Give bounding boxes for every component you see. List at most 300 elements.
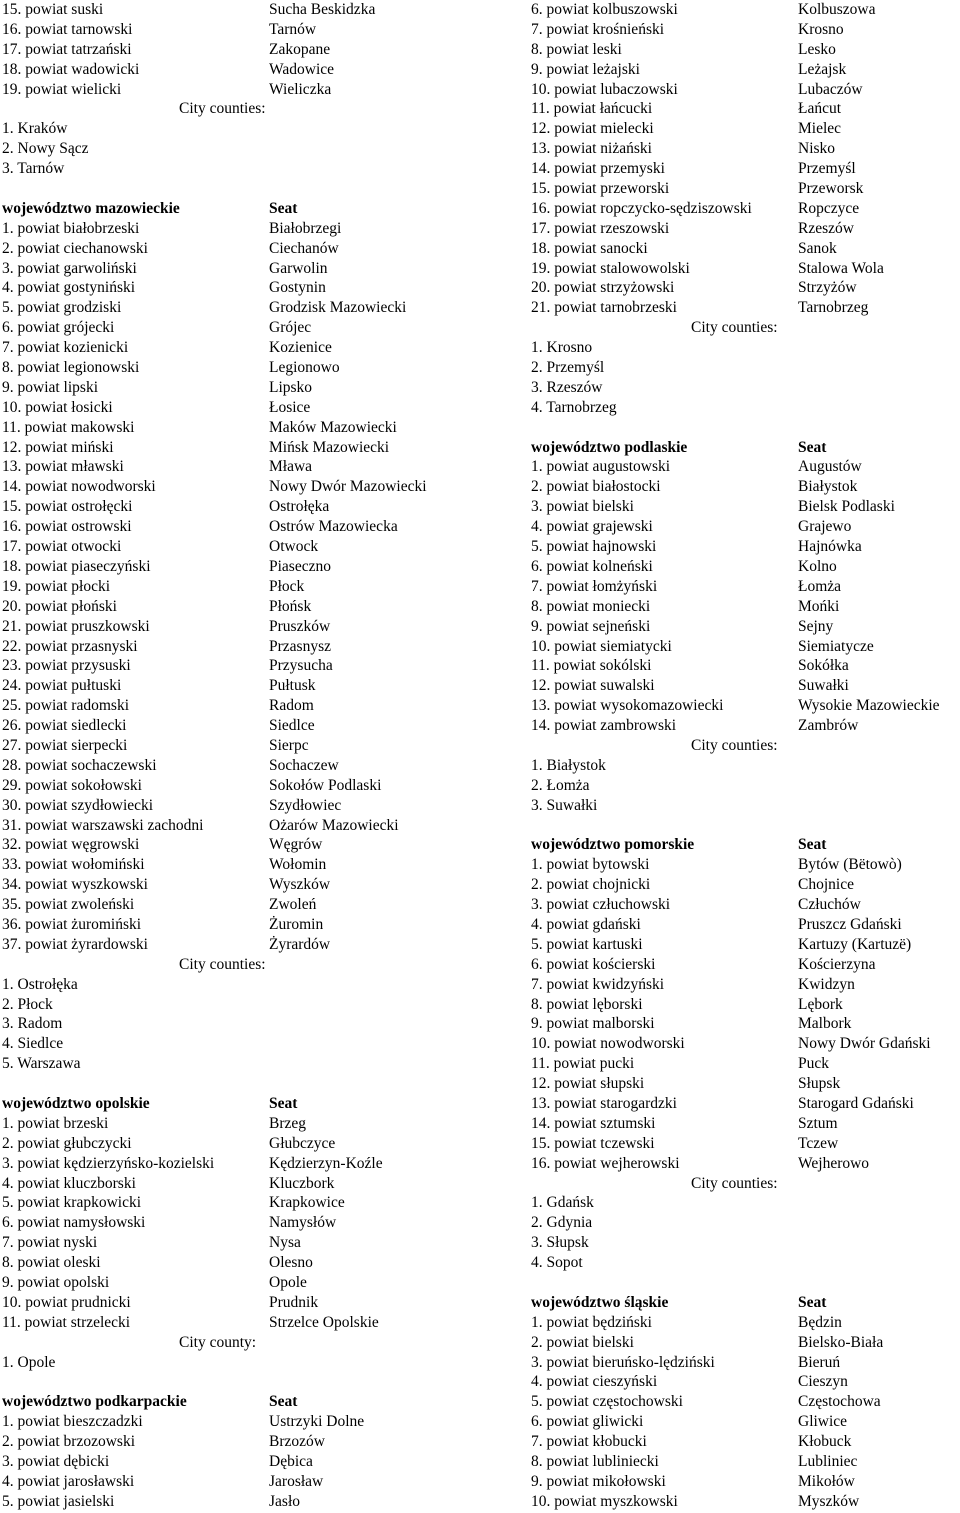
county-name: 23. powiat przysuski xyxy=(2,657,131,675)
county-seat: Stalowa Wola xyxy=(798,259,884,277)
county-row xyxy=(531,656,960,676)
county-seat: Kozienice xyxy=(269,339,332,357)
county-row xyxy=(531,1372,960,1392)
county-name: 19. powiat stalowowolski xyxy=(531,259,690,277)
county-row xyxy=(531,955,960,975)
county-name: 1. powiat białobrzeski xyxy=(2,219,140,237)
county-row xyxy=(2,119,472,139)
county-row xyxy=(531,1213,960,1233)
county-seat: Ożarów Mazowiecki xyxy=(269,816,399,834)
county-row xyxy=(2,1313,472,1333)
county-seat: Płońsk xyxy=(269,597,312,615)
county-seat: Sucha Beskidzka xyxy=(269,1,376,18)
county-row xyxy=(2,716,472,736)
county-name: 5. Warszawa xyxy=(2,1055,81,1073)
county-row xyxy=(531,278,960,298)
county-row xyxy=(2,1213,472,1233)
county-seat: Kolbuszowa xyxy=(798,1,876,18)
county-row xyxy=(2,1034,472,1054)
county-name: 37. powiat żyrardowski xyxy=(2,935,148,953)
voivodeship-header-row xyxy=(2,1392,472,1412)
county-name: 3. powiat bielski xyxy=(531,498,634,516)
county-row xyxy=(2,1174,472,1194)
county-row xyxy=(2,875,472,895)
county-row xyxy=(531,935,960,955)
county-name: 26. powiat siedlecki xyxy=(2,717,127,735)
county-name: 2. Gdynia xyxy=(531,1214,593,1232)
county-name: 16. powiat ostrowski xyxy=(2,518,132,536)
county-row xyxy=(2,1014,472,1034)
county-name: 3. powiat człuchowski xyxy=(531,896,671,914)
county-name: 2. powiat brzozowski xyxy=(2,1433,136,1451)
county-seat: Sejny xyxy=(798,617,834,635)
county-row xyxy=(2,1432,472,1452)
county-name: 2. powiat ciechanowski xyxy=(2,239,148,257)
county-seat: Żyrardów xyxy=(269,935,331,953)
county-row xyxy=(531,80,960,100)
county-name: 2. powiat chojnicki xyxy=(531,876,651,894)
county-seat: Malbork xyxy=(798,1015,852,1033)
county-name: 5. powiat hajnowski xyxy=(531,538,657,556)
seat-column-header: Seat xyxy=(269,1393,298,1411)
county-row xyxy=(531,378,960,398)
voivodeship-header-row xyxy=(531,438,960,458)
county-row xyxy=(2,239,472,259)
county-row xyxy=(2,259,472,279)
seat-column-header: Seat xyxy=(798,438,827,456)
county-seat: Legionowo xyxy=(269,359,340,377)
county-seat: Lubliniec xyxy=(798,1453,858,1471)
county-row xyxy=(2,975,472,995)
county-name: 6. powiat kościerski xyxy=(531,955,656,973)
county-name: 25. powiat radomski xyxy=(2,697,129,715)
blank-spacer xyxy=(531,418,960,438)
county-seat: Płock xyxy=(269,577,305,595)
county-seat: Lębork xyxy=(798,995,843,1013)
voivodeship-name: województwo mazowieckie xyxy=(2,199,180,217)
county-row xyxy=(2,577,472,597)
county-row xyxy=(531,179,960,199)
county-seat: Dębica xyxy=(269,1453,313,1471)
county-name: 8. powiat lubliniecki xyxy=(531,1453,659,1471)
county-row xyxy=(2,219,472,239)
county-row xyxy=(2,1114,472,1134)
county-seat: Nowy Dwór Gdański xyxy=(798,1035,931,1053)
county-name: 27. powiat sierpecki xyxy=(2,736,128,754)
county-seat: Ostrołęka xyxy=(269,498,330,516)
county-name: 17. powiat tatrzański xyxy=(2,40,132,58)
county-name: 4. Siedlce xyxy=(2,1035,64,1053)
county-seat: Wadowice xyxy=(269,60,335,78)
county-seat: Tczew xyxy=(798,1134,839,1152)
county-seat: Mikołów xyxy=(798,1472,855,1490)
county-seat: Lubaczów xyxy=(798,80,863,98)
county-name: 12. powiat miński xyxy=(2,438,114,456)
county-name: 31. powiat warszawski zachodni xyxy=(2,816,204,834)
county-row xyxy=(531,1074,960,1094)
county-seat: Maków Mazowiecki xyxy=(269,418,397,436)
county-name: 28. powiat sochaczewski xyxy=(2,756,157,774)
county-row xyxy=(531,398,960,418)
county-row xyxy=(2,617,472,637)
county-seat: Gliwice xyxy=(798,1413,848,1431)
county-name: 3. Suwałki xyxy=(531,796,598,814)
county-seat: Łosice xyxy=(269,398,311,416)
county-seat: Siemiatycze xyxy=(798,637,874,655)
county-seat: Nysa xyxy=(269,1234,301,1252)
county-name: 13. powiat wysokomazowiecki xyxy=(531,697,724,715)
county-name: 14. powiat nowodworski xyxy=(2,478,156,496)
county-name: 7. powiat kozienicki xyxy=(2,339,129,357)
county-name: 7. powiat nyski xyxy=(2,1234,98,1252)
county-seat: Wejherowo xyxy=(798,1154,870,1172)
county-row xyxy=(531,617,960,637)
county-name: 11. powiat strzelecki xyxy=(2,1313,131,1331)
county-row xyxy=(531,338,960,358)
seat-column-header: Seat xyxy=(269,1094,298,1112)
city-counties-label: City counties: xyxy=(691,319,778,337)
county-name: 21. powiat tarnobrzeski xyxy=(531,299,677,317)
county-name: 8. powiat moniecki xyxy=(531,597,651,615)
county-seat: Słupsk xyxy=(798,1075,841,1093)
county-name: 3. powiat dębicki xyxy=(2,1453,110,1471)
county-seat: Wieliczka xyxy=(269,80,332,98)
county-row xyxy=(2,438,472,458)
county-seat: Kłobuck xyxy=(798,1433,852,1451)
county-row xyxy=(2,1293,472,1313)
county-seat: Radom xyxy=(269,697,314,715)
county-name: 7. powiat kłobucki xyxy=(531,1433,647,1451)
county-name: 30. powiat szydłowiecki xyxy=(2,796,154,814)
county-seat: Strzelce Opolskie xyxy=(269,1313,379,1331)
county-row xyxy=(2,696,472,716)
county-row xyxy=(2,855,472,875)
county-name: 6. powiat gliwicki xyxy=(531,1413,644,1431)
county-row xyxy=(531,756,960,776)
county-seat: Brzeg xyxy=(269,1114,307,1132)
seat-column-header: Seat xyxy=(269,199,298,217)
county-seat: Zakopane xyxy=(269,40,331,58)
county-seat: Wysokie Mazowieckie xyxy=(798,697,940,715)
county-row xyxy=(531,298,960,318)
city-counties-label: City counties: xyxy=(691,736,778,754)
county-row xyxy=(2,1134,472,1154)
county-row xyxy=(2,736,472,756)
county-seat: Łańcut xyxy=(798,100,842,118)
county-row xyxy=(531,875,960,895)
county-row xyxy=(531,119,960,139)
county-name: 12. powiat suwalski xyxy=(531,677,655,695)
county-row xyxy=(531,895,960,915)
city-counties-label: City county: xyxy=(179,1333,257,1351)
voivodeship-name: województwo śląskie xyxy=(531,1293,669,1311)
voivodeship-header-row xyxy=(531,835,960,855)
county-seat: Siedlce xyxy=(269,717,315,735)
county-seat: Będzin xyxy=(798,1313,842,1331)
county-row xyxy=(531,60,960,80)
county-name: 5. powiat grodziski xyxy=(2,299,122,317)
county-name: 14. powiat przemyski xyxy=(531,160,665,178)
county-seat: Sztum xyxy=(798,1114,838,1132)
county-row xyxy=(531,1014,960,1034)
county-row xyxy=(531,497,960,517)
county-row xyxy=(2,457,472,477)
county-seat: Jasło xyxy=(269,1492,300,1510)
city-counties-heading xyxy=(2,99,472,119)
county-name: 3. powiat bieruńsko-lędziński xyxy=(531,1353,715,1371)
county-row xyxy=(2,398,472,418)
right-column xyxy=(531,0,960,1512)
county-seat: Białystok xyxy=(798,478,858,496)
county-name: 1. Białystok xyxy=(531,756,606,774)
county-row xyxy=(2,1193,472,1213)
county-row xyxy=(531,0,960,20)
county-row xyxy=(531,1412,960,1432)
county-seat: Łomża xyxy=(798,577,842,595)
county-row xyxy=(2,278,472,298)
blank-spacer xyxy=(531,816,960,836)
county-row xyxy=(2,656,472,676)
county-seat: Grodzisk Mazowiecki xyxy=(269,299,407,317)
county-name: 10. powiat siemiatycki xyxy=(531,637,672,655)
county-seat: Przeworsk xyxy=(798,180,864,198)
county-row xyxy=(531,20,960,40)
county-seat: Białobrzegi xyxy=(269,219,342,237)
county-name: 3. Słupsk xyxy=(531,1234,589,1252)
county-row xyxy=(531,1313,960,1333)
county-row xyxy=(531,477,960,497)
county-row xyxy=(531,1134,960,1154)
county-seat: Sokołów Podlaski xyxy=(269,776,382,794)
county-name: 4. powiat gostyniński xyxy=(2,279,136,297)
county-name: 3. Tarnów xyxy=(2,160,65,178)
county-row xyxy=(531,537,960,557)
county-row xyxy=(531,1233,960,1253)
county-name: 1. powiat brzeski xyxy=(2,1114,109,1132)
city-counties-label: City counties: xyxy=(691,1174,778,1192)
county-row xyxy=(2,1233,472,1253)
county-seat: Lipsko xyxy=(269,378,313,396)
county-name: 18. powiat wadowicki xyxy=(2,60,140,78)
county-name: 18. powiat sanocki xyxy=(531,239,648,257)
county-row xyxy=(531,99,960,119)
county-row xyxy=(531,1154,960,1174)
county-row xyxy=(531,855,960,875)
county-seat: Zwoleń xyxy=(269,896,317,914)
county-name: 35. powiat zwoleński xyxy=(2,896,135,914)
county-name: 16. powiat wejherowski xyxy=(531,1154,680,1172)
city-counties-heading xyxy=(531,736,960,756)
county-row xyxy=(531,716,960,736)
county-seat: Pruszcz Gdański xyxy=(798,915,902,933)
county-name: 1. Opole xyxy=(2,1353,56,1371)
county-seat: Zambrów xyxy=(798,717,859,735)
county-name: 8. powiat leski xyxy=(531,40,622,58)
county-row xyxy=(2,935,472,955)
county-row xyxy=(531,1392,960,1412)
county-row xyxy=(531,1333,960,1353)
county-seat: Wyszków xyxy=(269,876,331,894)
county-name: 10. powiat lubaczowski xyxy=(531,80,678,98)
city-counties-heading xyxy=(2,955,472,975)
county-seat: Bielsko-Biała xyxy=(798,1333,884,1351)
county-name: 7. powiat krośnieński xyxy=(531,20,665,38)
county-row xyxy=(2,40,472,60)
county-name: 4. powiat gdański xyxy=(531,915,641,933)
county-row xyxy=(531,577,960,597)
county-row xyxy=(531,159,960,179)
county-row xyxy=(2,378,472,398)
county-name: 3. powiat kędzierzyńsko-kozielski xyxy=(2,1154,215,1172)
county-name: 2. Przemyśl xyxy=(531,359,605,377)
county-name: 8. powiat lęborski xyxy=(531,995,643,1013)
county-seat: Przysucha xyxy=(269,657,333,675)
county-name: 16. powiat ropczycko-sędziszowski xyxy=(531,199,752,217)
county-name: 3. Rzeszów xyxy=(531,378,603,396)
left-column xyxy=(2,0,472,1512)
city-counties-heading xyxy=(531,1174,960,1194)
county-name: 15. powiat suski xyxy=(2,1,104,18)
county-row xyxy=(2,1452,472,1472)
county-row xyxy=(2,835,472,855)
county-row xyxy=(531,1193,960,1213)
county-name: 5. powiat częstochowski xyxy=(531,1393,683,1411)
county-seat: Przemyśl xyxy=(798,160,856,178)
county-name: 5. powiat kartuski xyxy=(531,935,643,953)
county-seat: Nisko xyxy=(798,140,836,158)
county-row xyxy=(531,1432,960,1452)
county-seat: Chojnice xyxy=(798,876,854,894)
county-seat: Kędzierzyn-Koźle xyxy=(269,1154,383,1172)
county-row xyxy=(531,457,960,477)
county-row xyxy=(531,358,960,378)
county-name: 9. powiat malborski xyxy=(531,1015,655,1033)
county-name: 2. powiat bielski xyxy=(531,1333,634,1351)
county-row xyxy=(2,895,472,915)
county-name: 4. Sopot xyxy=(531,1254,583,1272)
county-seat: Głubczyce xyxy=(269,1134,336,1152)
county-seat: Sanok xyxy=(798,239,837,257)
county-name: 11. powiat pucki xyxy=(531,1055,635,1073)
county-seat: Kluczbork xyxy=(269,1174,335,1192)
county-name: 1. Gdańsk xyxy=(531,1194,594,1212)
county-name: 34. powiat wyszkowski xyxy=(2,876,148,894)
voivodeship-name: województwo opolskie xyxy=(2,1094,150,1112)
county-seat: Suwałki xyxy=(798,677,849,695)
county-seat: Sierpc xyxy=(269,736,309,754)
county-seat: Sochaczew xyxy=(269,756,339,774)
county-seat: Tarnobrzeg xyxy=(798,299,869,317)
county-seat: Kwidzyn xyxy=(798,975,855,993)
voivodeship-header-row xyxy=(2,1094,472,1114)
county-row xyxy=(531,637,960,657)
county-row xyxy=(2,477,472,497)
county-row xyxy=(531,796,960,816)
county-row xyxy=(2,597,472,617)
county-seat: Krapkowice xyxy=(269,1194,345,1212)
county-seat: Ustrzyki Dolne xyxy=(269,1413,365,1431)
county-row xyxy=(531,259,960,279)
county-seat: Ciechanów xyxy=(269,239,339,257)
county-row xyxy=(531,1034,960,1054)
voivodeship-name: województwo podlaskie xyxy=(531,438,688,456)
county-seat: Pułtusk xyxy=(269,677,316,695)
county-row xyxy=(531,597,960,617)
county-name: 19. powiat płocki xyxy=(2,577,111,595)
city-counties-heading xyxy=(2,1333,472,1353)
county-row xyxy=(531,1353,960,1373)
county-name: 13. powiat mławski xyxy=(2,458,124,476)
county-name: 10. powiat nowodworski xyxy=(531,1035,685,1053)
county-row xyxy=(531,975,960,995)
county-name: 3. Radom xyxy=(2,1015,63,1033)
county-name: 33. powiat wołomiński xyxy=(2,856,145,874)
county-name: 21. powiat pruszkowski xyxy=(2,617,150,635)
county-seat: Olesno xyxy=(269,1254,313,1272)
county-name: 20. powiat strzyżowski xyxy=(531,279,675,297)
county-seat: Człuchów xyxy=(798,896,861,914)
county-row xyxy=(2,517,472,537)
county-seat: Krosno xyxy=(798,20,844,38)
county-name: 12. powiat słupski xyxy=(531,1075,645,1093)
seat-column-header: Seat xyxy=(798,1293,827,1311)
county-name: 1. powiat będziński xyxy=(531,1313,652,1331)
county-name: 2. Łomża xyxy=(531,776,590,794)
county-seat: Puck xyxy=(798,1055,829,1073)
county-name: 22. powiat przasnyski xyxy=(2,637,138,655)
county-row xyxy=(531,676,960,696)
county-name: 1. powiat bieszczadzki xyxy=(2,1413,143,1431)
voivodeship-name: województwo podkarpackie xyxy=(2,1393,187,1411)
county-name: 7. powiat kwidzyński xyxy=(531,975,665,993)
county-seat: Mława xyxy=(269,458,313,476)
county-name: 2. powiat głubczycki xyxy=(2,1134,132,1152)
county-seat: Szydłowiec xyxy=(269,796,342,814)
county-name: 11. powiat łańcucki xyxy=(531,100,653,118)
county-name: 3. powiat garwoliński xyxy=(2,259,137,277)
county-seat: Strzyżów xyxy=(798,279,857,297)
county-row xyxy=(531,139,960,159)
county-row xyxy=(2,1492,472,1512)
county-name: 36. powiat żuromiński xyxy=(2,915,142,933)
county-row xyxy=(531,517,960,537)
county-name: 1. powiat bytowski xyxy=(531,856,650,874)
county-name: 16. powiat tarnowski xyxy=(2,20,133,38)
county-row xyxy=(2,80,472,100)
county-row xyxy=(2,776,472,796)
county-seat: Otwock xyxy=(269,538,319,556)
county-name: 18. powiat piaseczyński xyxy=(2,557,151,575)
county-row xyxy=(531,995,960,1015)
county-row xyxy=(531,1253,960,1273)
county-row xyxy=(2,1154,472,1174)
county-seat: Prudnik xyxy=(269,1293,319,1311)
county-name: 9. powiat lipski xyxy=(2,378,99,396)
county-row xyxy=(2,1253,472,1273)
county-seat: Mielec xyxy=(798,120,842,138)
county-name: 9. powiat leżajski xyxy=(531,60,640,78)
county-seat: Mińsk Mazowiecki xyxy=(269,438,390,456)
voivodeship-name: województwo pomorskie xyxy=(531,836,695,854)
county-seat: Węgrów xyxy=(269,836,323,854)
county-seat: Kartuzy (Kartuzë) xyxy=(798,935,912,953)
county-seat: Lesko xyxy=(798,40,836,58)
county-name: 10. powiat prudnicki xyxy=(2,1293,131,1311)
county-seat: Bielsk Podlaski xyxy=(798,498,895,516)
county-name: 9. powiat mikołowski xyxy=(531,1472,666,1490)
county-row xyxy=(531,1054,960,1074)
county-row xyxy=(2,1472,472,1492)
